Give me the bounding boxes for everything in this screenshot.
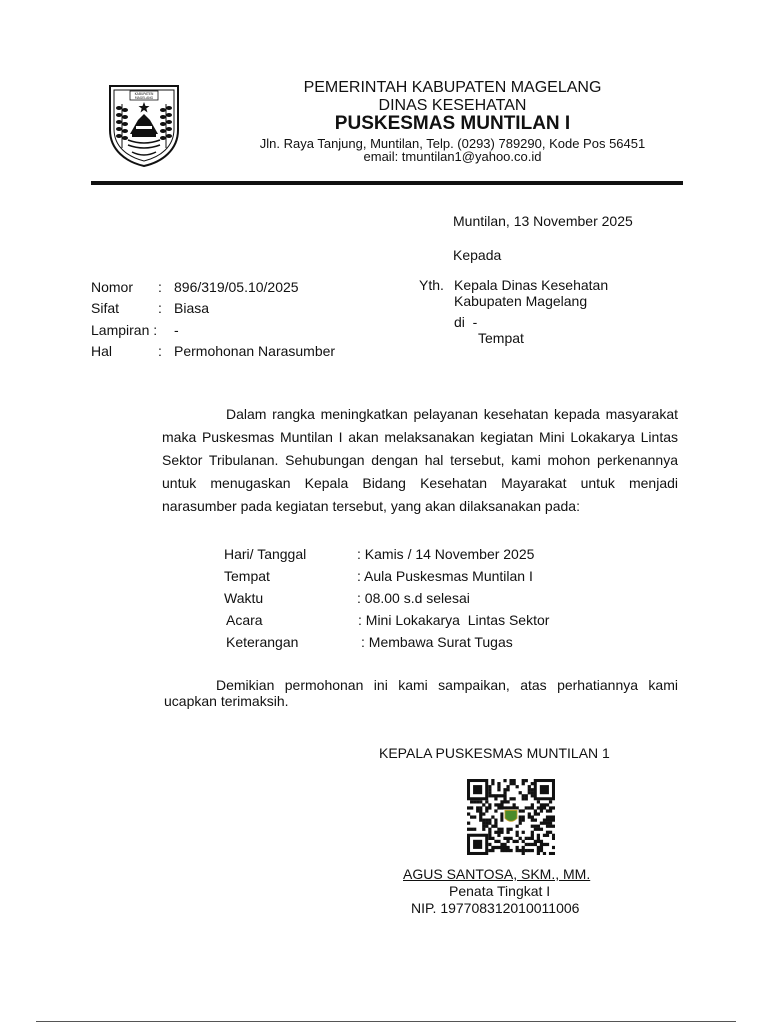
recipient-name: Kepala Dinas Kesehatan [454,277,609,293]
body-paragraph [162,403,678,518]
detail-label-date: Hari/ Tanggal [224,546,307,562]
meta-sifat-colon: : [158,300,162,316]
recipient-tempat: Tempat [478,330,524,346]
recipient-org: Kabupaten Magelang [454,293,588,309]
signatory-name: AGUS SANTOSA, SKM., MM. [403,866,591,882]
detail-label-time: Waktu [224,590,264,606]
meta-hal-value: Permohonan Narasumber [174,343,336,359]
recipient-kepada: Kepada [453,247,502,263]
meta-nomor-label: Nomor [91,279,134,295]
closing-paragraph [164,677,678,709]
detail-value-time: : 08.00 s.d selesai [357,590,470,606]
detail-value-note: : Membawa Surat Tugas [361,634,513,650]
footer-divider [36,1021,736,1022]
meta-nomor-value: 896/319/05.10/2025 [174,279,299,295]
svg-text:MAGELANG: MAGELANG [134,96,154,100]
meta-nomor-colon: : [158,279,162,295]
letterhead-divider [91,181,683,185]
signatory-rank: Penata Tingkat I [449,883,551,899]
letterhead-email: email: tmuntilan1@yahoo.co.id [363,149,542,164]
detail-label-place: Tempat [224,568,270,584]
detail-label-note: Keterangan [226,634,299,650]
letterhead-address: Jln. Raya Tanjung, Muntilan, Telp. (0293) 789290, Kode Pos 56451 [259,136,646,151]
recipient-yth: Yth. [419,277,444,293]
letterhead-department: DINAS KESEHATAN [378,97,527,114]
regency-logo [106,82,182,168]
meta-lampiran-label: Lampiran : [91,322,158,338]
meta-hal-colon: : [158,343,162,359]
letter-date: Muntilan, 13 November 2025 [453,213,633,229]
signature-title: KEPALA PUSKESMAS MUNTILAN 1 [379,745,610,761]
svg-text:KABUPATEN: KABUPATEN [134,92,154,96]
meta-sifat-label: Sifat [91,300,120,316]
letterhead-government: PEMERINTAH KABUPATEN MAGELANG [303,79,602,96]
detail-value-date: : Kamis / 14 November 2025 [357,546,535,562]
meta-sifat-value: Biasa [174,300,210,316]
detail-label-event: Acara [226,612,263,628]
recipient-di: di - [454,314,478,330]
letterhead-institution: PUSKESMAS MUNTILAN I [334,113,571,134]
signatory-nip: NIP. 197708312010011006 [411,900,580,916]
detail-value-place: : Aula Puskesmas Muntilan I [357,568,533,584]
meta-lampiran-value: - [174,322,179,338]
detail-value-event: : Mini Lokakarya Lintas Sektor [358,612,550,628]
meta-hal-label: Hal [91,343,113,359]
closing-text: Demikian permohonan ini kami sampaikan, atas perhatiannya kami ucapkan terimaksih. [164,677,678,709]
qr-code [467,779,555,855]
body-paragraph-text: Dalam rangka meningkatkan pelayanan kesehatan kepada masyarakat maka Puskesmas Muntilan I akan melaksanakan kegiatan Mini Lokakarya Lintas Sektor Tribulanan. Sehubungan dengan hal tersebut, kami mohon perkenannya untuk menugaskan Kepala Bidang Kesehatan Mayarakat untuk menjadi narasumber pada kegiatan tersebut, yang akan dilaksanakan pada: [162,406,678,514]
